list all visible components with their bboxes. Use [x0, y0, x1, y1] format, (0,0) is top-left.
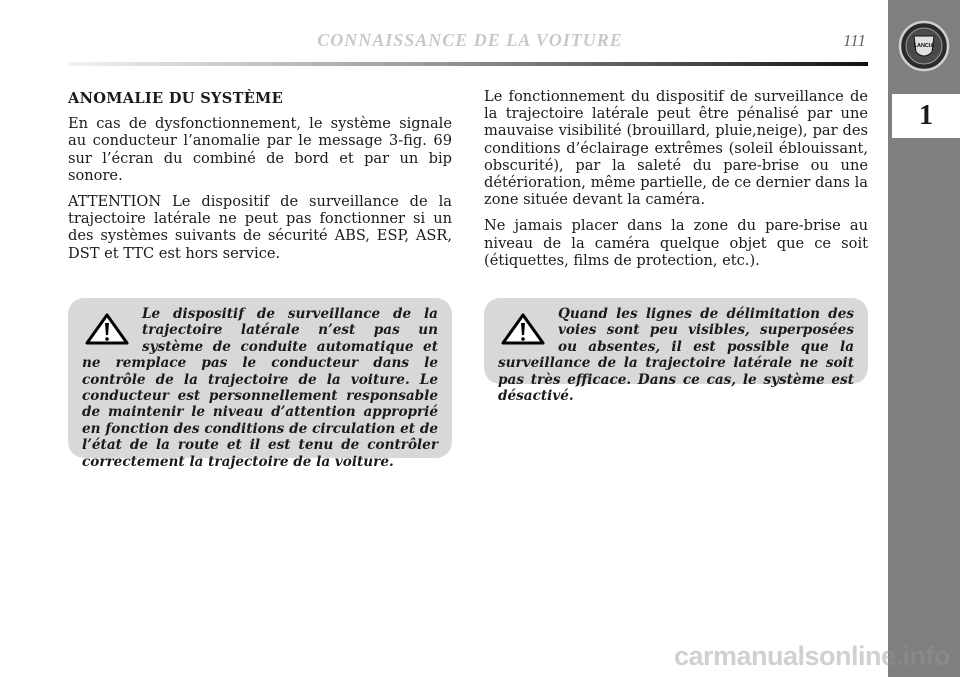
warning-triangle-icon [500, 312, 546, 346]
chapter-tab[interactable]: 1 [892, 94, 960, 138]
warning-triangle-icon [84, 312, 130, 346]
paragraph: En cas de dysfonctionnement, le système signale au conducteur l’anomalie par le message 3-fig. 69 sur l’écran du combiné de bord et par un bip sonore. [68, 115, 452, 184]
lancia-shield-icon [898, 20, 950, 72]
page-number: 111 [843, 31, 866, 50]
section-heading: ANOMALIE DU SYSTÈME [68, 90, 284, 107]
paragraph: ATTENTION Le dispositif de surveillance de la trajectoire latérale ne peut pas fonctionner si un des systèmes suivants de sécurité ABS, ESP, ASR, DST et TTC est hors service. [68, 193, 452, 262]
warning-text: Le dispositif de surveillance de la trajectoire latérale n’est pas un système de conduite automatique et ne remplace pas le conducteur dans le contrôle de la trajectoire de la voiture. Le conducteur est personnellement responsable de maintenir le niveau d’attention approprié en fonction des conditions de circulation et de l’état de la route et il est tenu de contrôler correctement la trajectoire de la voiture. [82, 306, 438, 470]
paragraph: Ne jamais placer dans la zone du pare-brise au niveau de la caméra quelque objet que ce soit (étiquettes, films de protection, etc.). [484, 217, 868, 269]
watermark: carmanualsonline.info [673, 641, 950, 671]
paragraph: Le fonctionnement du dispositif de surveillance de la trajectoire latérale peut être pénalisé par une mauvaise visibilité (brouillard, pluie,neige), par des conditions d’éclairage extrêmes (soleil éblouissant, obscurité), par la saleté du pare-brise ou une détérioration, même partielle, de ce dernier dans la zone située devant la caméra. [484, 88, 868, 209]
warning-box-left [68, 298, 452, 470]
header-rule [68, 62, 868, 66]
warning-text: Quand les lignes de délimitation des voies sont peu visibles, superposées ou absentes, il est possible que la surveillance de la trajectoire latérale ne soit pas très efficace. Dans ce cas, le système est désactivé. [498, 306, 854, 405]
left-column [68, 88, 452, 271]
warning-box-right [484, 298, 868, 405]
logo-text: LANCIA [913, 43, 935, 49]
chapter-title: CONNAISSANCE DE LA VOITURE [317, 30, 623, 50]
chapter-sidebar [888, 0, 960, 677]
right-column [484, 88, 868, 278]
